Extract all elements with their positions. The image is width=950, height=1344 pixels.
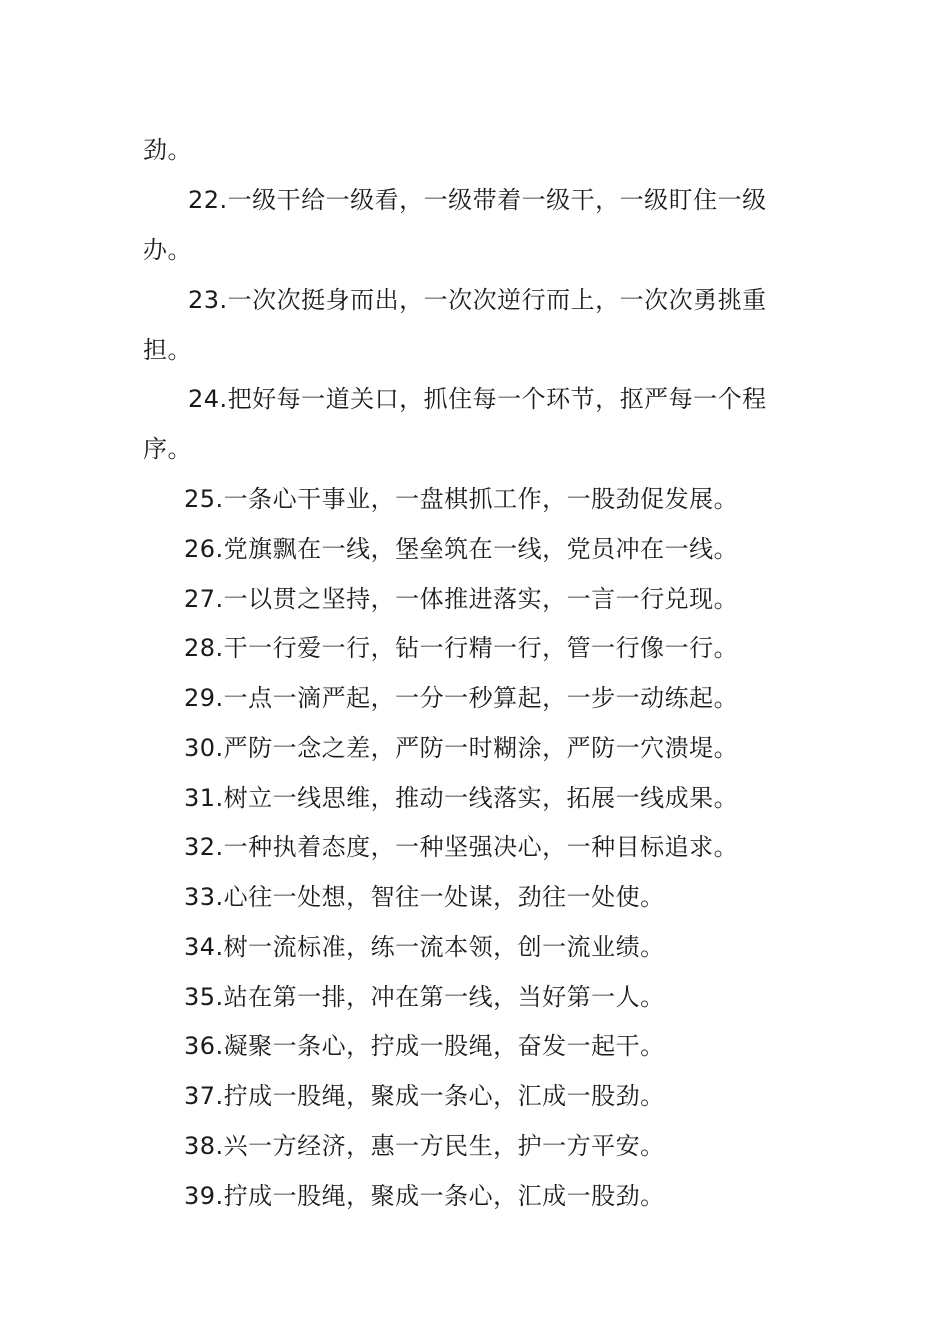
list-item-36: 36.凝聚一条心，拧成一股绳，奋发一起干。: [184, 1032, 665, 1060]
list-item-33: 33.心往一处想，智往一处谋，劲往一处使。: [184, 883, 665, 911]
list-item-30: 30.严防一念之差，严防一时糊涂，严防一穴溃堤。: [184, 734, 739, 762]
list-item-24-line-1: 24.把好每一道关口，抓住每一个环节，抠严每一个程: [188, 385, 767, 413]
list-item-32: 32.一种执着态度，一种坚强决心，一种目标追求。: [184, 833, 739, 861]
list-item-25: 25.一条心干事业，一盘棋抓工作，一股劲促发展。: [184, 485, 739, 513]
paragraph-continuation: 劲。: [143, 136, 192, 164]
list-item-23-line-1: 23.一次次挺身而出，一次次逆行而上，一次次勇挑重: [188, 286, 767, 314]
list-item-26: 26.党旗飘在一线，堡垒筑在一线，党员冲在一线。: [184, 535, 739, 563]
list-item-35: 35.站在第一排，冲在第一线，当好第一人。: [184, 983, 665, 1011]
list-item-28: 28.干一行爱一行，钻一行精一行，管一行像一行。: [184, 634, 739, 662]
list-item-24-line-2: 序。: [143, 435, 192, 463]
list-item-27: 27.一以贯之坚持，一体推进落实，一言一行兑现。: [184, 585, 739, 613]
list-item-31: 31.树立一线思维，推动一线落实，拓展一线成果。: [184, 784, 739, 812]
list-item-29: 29.一点一滴严起，一分一秒算起，一步一动练起。: [184, 684, 739, 712]
list-item-39: 39.拧成一股绳，聚成一条心，汇成一股劲。: [184, 1182, 665, 1210]
list-item-37: 37.拧成一股绳，聚成一条心，汇成一股劲。: [184, 1082, 665, 1110]
list-item-22-line-1: 22.一级干给一级看，一级带着一级干，一级盯住一级: [188, 186, 767, 214]
list-item-34: 34.树一流标准，练一流本领，创一流业绩。: [184, 933, 665, 961]
list-item-23-line-2: 担。: [143, 336, 192, 364]
list-item-38: 38.兴一方经济，惠一方民生，护一方平安。: [184, 1132, 665, 1160]
list-item-22-line-2: 办。: [143, 236, 192, 264]
